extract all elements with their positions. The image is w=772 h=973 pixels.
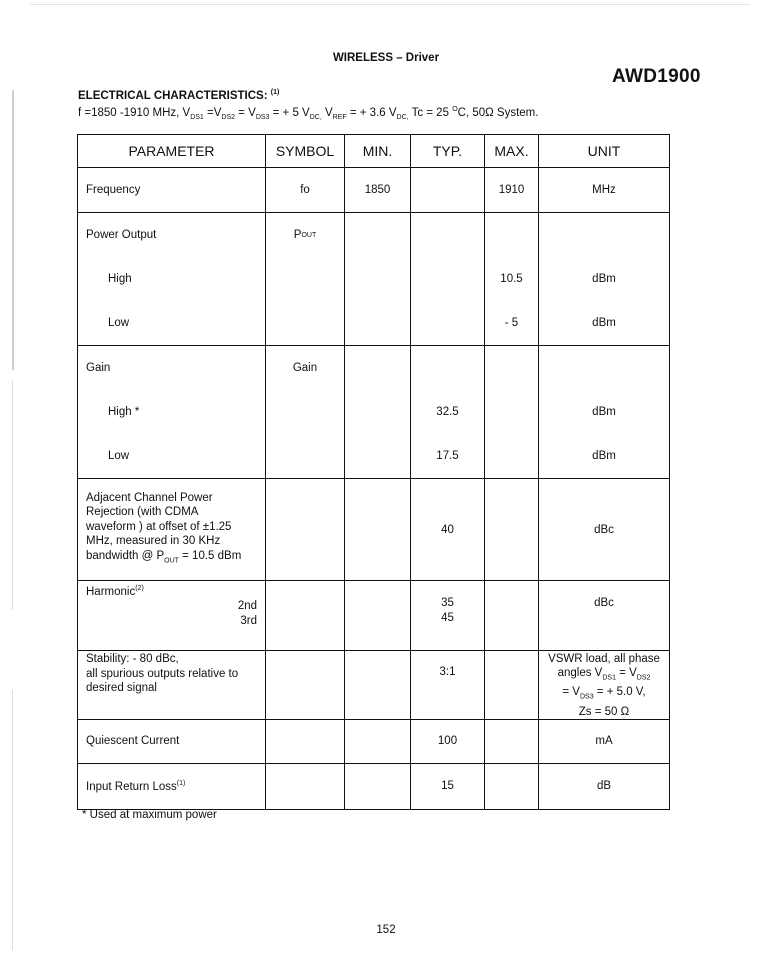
typ-value: 32.5 — [436, 406, 459, 418]
scan-edge-mark — [30, 4, 750, 5]
section-title-text: ELECTRICAL CHARACTERISTICS: — [78, 89, 268, 102]
column-header: MIN. — [345, 135, 411, 168]
section-title-note: (1) — [270, 89, 280, 96]
page-number: 152 — [376, 924, 396, 936]
typ-value: 35 — [441, 597, 454, 609]
param-label: Harmonic$^{(2)}$ 2nd 3rd — [86, 585, 257, 627]
symbol-value: P OUT — [293, 229, 317, 241]
column-header: TYP. — [411, 135, 485, 168]
unit-value: dBc — [539, 479, 670, 581]
table-row-acpr — [78, 479, 670, 581]
column-header: SYMBOL — [266, 135, 345, 168]
table-row-quiescent-current — [78, 719, 670, 763]
max-value: - 5 — [504, 317, 519, 329]
unit-value: dBm — [592, 273, 616, 285]
typ-value: 40 — [411, 479, 485, 581]
unit-value: dBm — [592, 317, 616, 329]
param-label: Gain — [86, 362, 111, 374]
unit-value: MHz — [592, 184, 616, 196]
electrical-characteristics-table — [77, 134, 670, 810]
sub-param-label: Low — [108, 450, 130, 462]
param-label: Frequency — [86, 184, 141, 196]
typ-value: 3:1 — [439, 666, 456, 678]
unit-value: dBc — [594, 597, 614, 609]
scan-edge-mark — [12, 380, 13, 610]
min-value: 1850 — [364, 184, 391, 196]
typ-value: 45 — [441, 611, 454, 624]
unit-value: mA — [539, 719, 670, 763]
table-row-input-return-loss — [78, 763, 670, 809]
param-label: Stability: - 80 dBc, all spurious outputs relative to desired signal — [86, 653, 239, 694]
max-value: 10.5 — [500, 273, 523, 285]
table-row-power-output — [78, 213, 670, 346]
section-title — [78, 89, 279, 102]
symbol-value: Gain — [292, 362, 318, 374]
sub-param-label: High — [108, 273, 132, 285]
sub-param-label: Low — [108, 317, 130, 329]
column-header: MAX. — [485, 135, 539, 168]
typ-value: 17.5 — [436, 450, 459, 462]
param-label: Adjacent Channel Power Rejection (with CDMA waveform ) at offset of ±1.25 MHz, measured in 30 KHz bandwidth @ $P_{OUT} = 10.5$ dBm — [86, 491, 242, 564]
unit-value: VSWR load, all phase angles $V_{DS1} = V_{DS2}$ = $V_{DS3}$ = + 5.0 V, Zs = 50 Ω — [548, 653, 660, 718]
typ-value: 100 — [411, 719, 485, 763]
part-number: AWD1900 — [612, 66, 701, 87]
max-value: 1910 — [498, 184, 525, 196]
scan-edge-mark — [12, 90, 14, 370]
table-row-stability — [78, 651, 670, 720]
header-title: WIRELESS – Driver — [332, 52, 440, 64]
param-label: Power Output — [86, 229, 157, 241]
table-header-row — [78, 135, 670, 168]
sub-param-label: High * — [108, 406, 140, 418]
table-row-frequency — [78, 168, 670, 213]
column-header: PARAMETER — [78, 135, 266, 168]
param-label: Input Return Loss$^{(1)}$ — [86, 779, 186, 793]
test-conditions: f =1850 -1910 MHz, $V_{DS1} =V_{DS2} = V_{DS3}$ = + 5 $V_{DC,}$ $V_{REF}$ = + 3.6 $V_{DC,}$ Tc = 25 $^O$C, 50Ω System. — [78, 106, 539, 122]
footnote: * Used at maximum power — [82, 809, 217, 821]
unit-value: dB — [539, 763, 670, 809]
symbol-value: fo — [300, 184, 310, 196]
table-row-gain — [78, 346, 670, 479]
scan-edge-mark — [12, 690, 13, 950]
unit-value: dBm — [592, 450, 616, 462]
typ-value: 15 — [411, 763, 485, 809]
param-label: Quiescent Current — [86, 735, 180, 748]
column-header: UNIT — [539, 135, 670, 168]
unit-value: dBm — [592, 406, 616, 418]
table-row-harmonic — [78, 581, 670, 651]
